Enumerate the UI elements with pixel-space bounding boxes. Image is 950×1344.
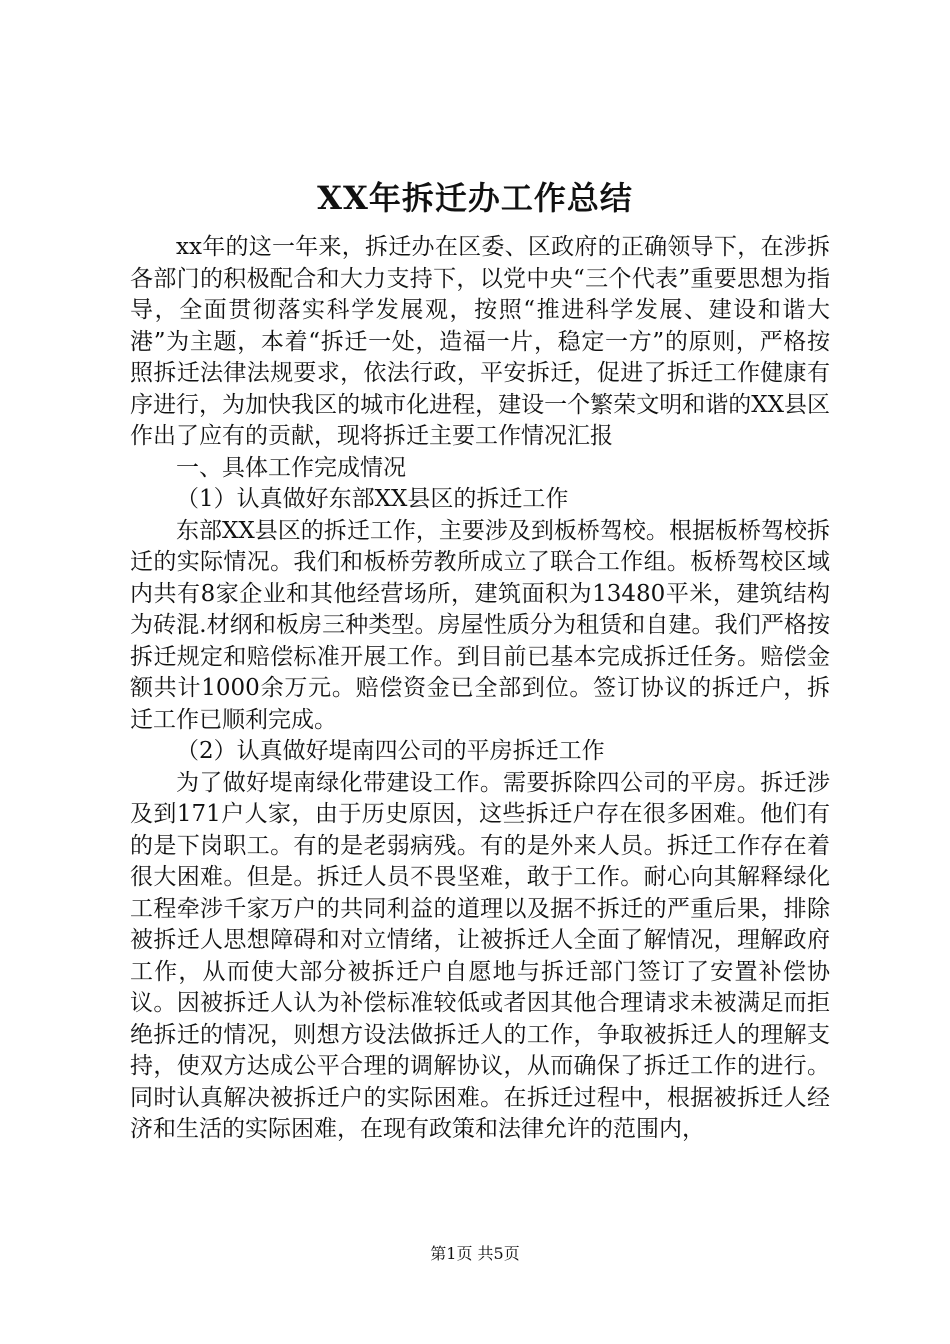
paragraph-intro: xx年的这一年来，拆迁办在区委、区政府的正确领导下，在涉拆各部门的积极配合和大力支持下，以党中央“三个代表”重要思想为指导，全面贯彻落实科学发展观，按照“推进科学发展、建设和谐大港”为主题，本着“拆迁一处，造福一片，稳定一方”的原则，严格按照拆迁法律法规要求，依法行政，平安拆迁，促进了拆迁工作健康有序进行，为加快我区的城市化进程，建设一个繁荣文明和谐的XX县区作出了应有的贡献，现将拆迁主要工作情况汇报 (130, 234, 830, 449)
subsection-heading-2: （2）认真做好堤南四公司的平房拆迁工作 (176, 738, 605, 764)
section-heading: 一、具体工作完成情况 (176, 454, 406, 481)
page-footer: 第1页 共5页 (430, 1244, 520, 1263)
document-body (130, 232, 830, 1146)
paragraph-dinan-company: 为了做好堤南绿化带建设工作。需要拆除四公司的平房。拆迁涉及到171户人家，由于历史原因，这些拆迁户存在很多困难。他们有的是下岗职工。有的是老弱病残。有的是外来人员。拆迁工作存在着很大困难。但是。拆迁人员不畏坚难，敢于工作。耐心向其解释绿化工程牵涉千家万户的共同利益的道理以及据不拆迁的严重后果，排除被拆迁人思想障碍和对立情绪，让被拆迁人全面了解情况，理解政府工作，从而使大部分被拆迁户自愿地与拆迁部门签订了安置补偿协议。因被拆迁人认为补偿标准较低或者因其他合理请求未被满足而拒绝拆迁的情况，则想方设法做拆迁人的工作，争取被拆迁人的理解支持，使双方达成公平合理的调解协议，从而确保了拆迁工作的进行。同时认真解决被拆迁户的实际困难。在拆迁过程中，根据被拆迁人经济和生活的实际困难，在现有政策和法律允许的范围内， (130, 769, 830, 1142)
paragraph-east-district: 东部XX县区的拆迁工作，主要涉及到板桥驾校。根据板桥驾校拆迁的实际情况。我们和板桥劳教所成立了联合工作组。板桥驾校区域内共有8家企业和其他经营场所，建筑面积为13480平米，建筑结构为砖混.材纲和板房三种类型。房屋性质分为租赁和自建。我们严格按拆迁规定和赔偿标准开展工作。到目前已基本完成拆迁任务。赔偿金额共计1000余万元。赔偿资金已全部到位。签订协议的拆迁户，拆迁工作已顺利完成。 (130, 517, 830, 733)
document-title: XX年拆迁办工作总结 (317, 179, 633, 217)
subsection-heading-1: （1）认真做好东部XX县区的拆迁工作 (176, 486, 569, 512)
